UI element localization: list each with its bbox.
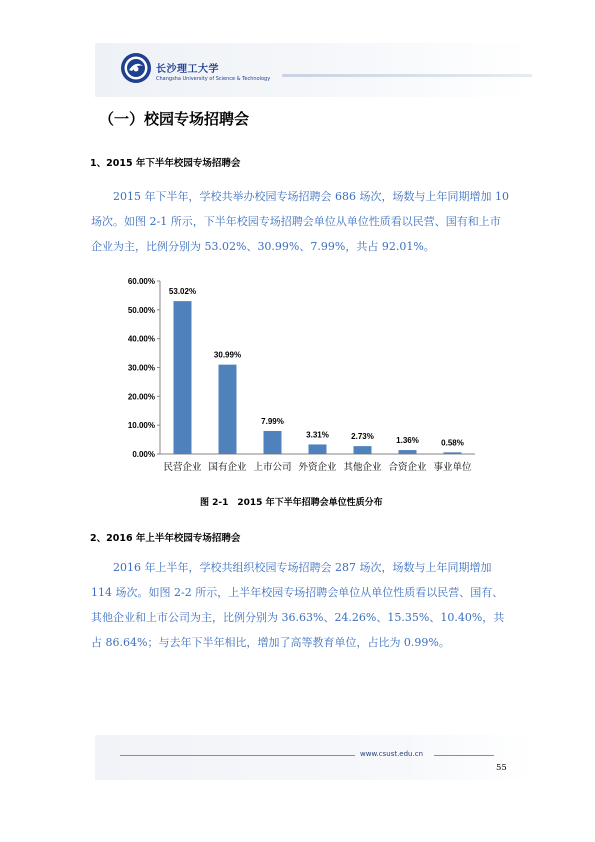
university-logo-icon: [120, 52, 152, 84]
data-label: 30.99%: [213, 350, 242, 360]
data-label: 1.36%: [396, 436, 419, 446]
y-tick-label: 60.00%: [127, 277, 155, 286]
university-name-en: Changsha University of Science & Technology: [156, 76, 271, 82]
header-divider: [282, 74, 532, 77]
y-tick-label: 40.00%: [127, 334, 155, 344]
subsection-paragraph-2: 2016 年上半年，学校共组织校园专场招聘会 287 场次，场数与上年同期增加 114 场次。如图 2-2 所示，上半年校园专场招聘会单位从单位性质看以民营、国有、其他企业和上市公司为主，比例分别为 36.63%、24.26%、15.35%、10.40%，共占 86.64%；与去年下半年相比，增加了高等教育单位，占比为 0.99%。: [91, 561, 505, 649]
data-label: 2.73%: [351, 432, 374, 442]
bar-chart: [120, 272, 480, 487]
y-tick-label: 50.00%: [127, 305, 155, 315]
category-label: 其他企业: [343, 462, 382, 473]
data-label: 7.99%: [261, 416, 284, 426]
footer-banner: [95, 735, 533, 780]
bar: [354, 446, 372, 454]
subsection-heading-2: 2、2016 年上半年校园专场招聘会: [90, 533, 241, 544]
category-label: 外资企业: [298, 462, 337, 473]
y-tick-label: 20.00%: [127, 392, 155, 402]
subsection-paragraph-1: 2015 年下半年，学校共举办校园专场招聘会 686 场次，场数与上年同期增加 10 场次。如图 2-1 所示，下半年校园专场招聘会单位从单位性质看以民营、国有和上市企业为主，比例分别为 53.02%、30.99%、7.99%，共占 92.01%。: [91, 190, 509, 253]
bar: [174, 301, 192, 454]
bar: [309, 444, 327, 454]
bar: [264, 431, 282, 454]
subsection-heading-1: 1、2015 年下半年校园专场招聘会: [90, 158, 241, 169]
bar: [399, 450, 417, 454]
category-label: 上市公司: [253, 462, 292, 473]
footer-line-right: [434, 755, 494, 756]
category-label: 合资企业: [388, 462, 427, 473]
y-tick-label: 0.00%: [132, 450, 155, 459]
data-label: 3.31%: [306, 430, 329, 440]
data-label: 0.58%: [441, 438, 464, 448]
university-name-cn: 长沙理工大学: [156, 64, 219, 75]
section-title: （一）校园专场招聘会: [99, 110, 250, 128]
y-tick-label: 30.00%: [127, 363, 155, 373]
page-number: 55: [496, 763, 507, 773]
data-label: 53.02%: [168, 287, 197, 297]
category-label: 事业单位: [433, 462, 472, 473]
category-label: 国有企业: [208, 462, 247, 473]
y-tick-label: 10.00%: [127, 421, 155, 431]
footer-url: www.csust.edu.cn: [360, 750, 424, 758]
category-label: 民营企业: [163, 462, 202, 473]
figure-caption: 图 2-1 2015 年下半年招聘会单位性质分布: [200, 498, 383, 508]
bar: [444, 452, 462, 454]
bar: [219, 365, 237, 454]
footer-line-left: [120, 755, 355, 756]
